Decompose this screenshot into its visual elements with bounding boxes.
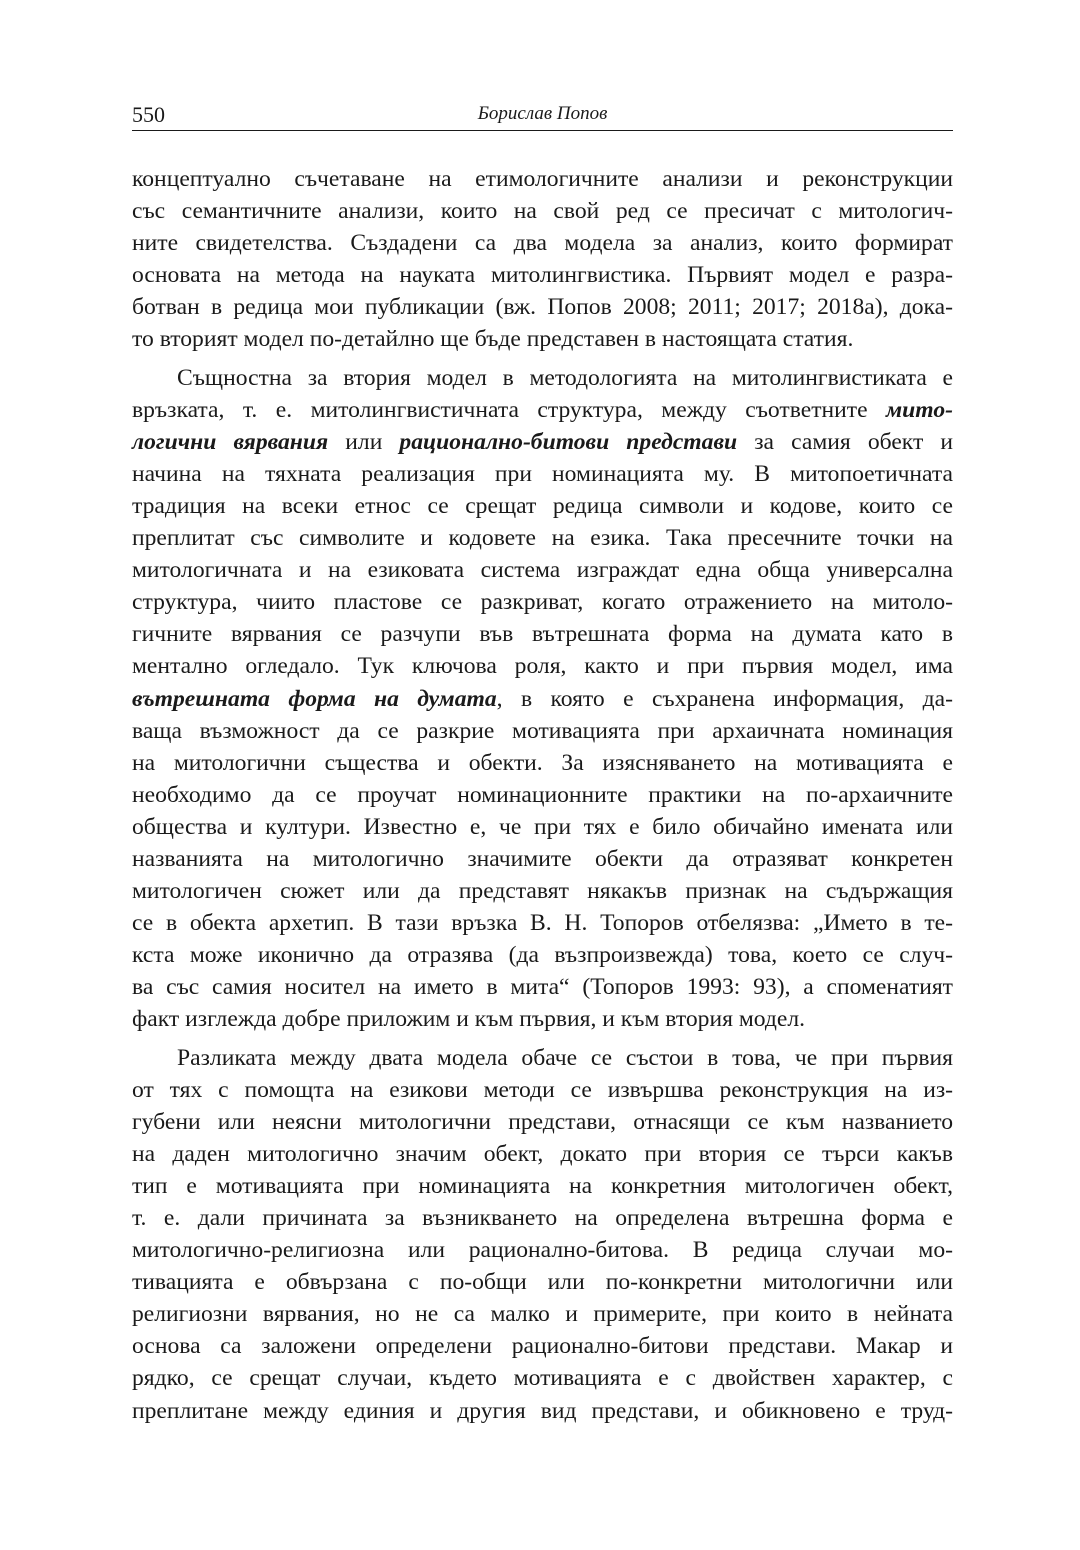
text-line (132, 1003, 953, 1035)
text-segment: митологично-религиозна или рационално-битова. В редица случаи мо- (132, 1237, 953, 1264)
text-segment: Същностна за втория модел в методологията на митолингвистиката е (177, 364, 953, 391)
text-segment: т. е. дали причината за възникването на определена вътрешна форма е (132, 1205, 953, 1231)
text-segment: или (328, 428, 400, 455)
text-line (132, 323, 953, 355)
text-segment: със семантичните анализи, които на свой ред се пресичат с митологич- (132, 198, 953, 225)
text-line (132, 811, 953, 843)
text-segment: основа са заложени определени рационално-битови представи. Макар и (132, 1333, 953, 1360)
text-line (132, 650, 953, 682)
text-segment: ва със самия носител на името в мита“ (Топоров 1993: 93), а споменатият (132, 974, 953, 1001)
text-line (132, 875, 953, 907)
text-segment: необходимо да се проучат номинационните практики на по-архаичните (132, 781, 953, 808)
text-segment: губени или неясни митологични представи, отнасящи се към названието (132, 1108, 953, 1135)
text-segment: на митологични същества и обекти. За изясняването на мотивацията е (132, 749, 953, 776)
text-segment: преплитане между единия и другия вид представи, и обикновено е труд- (132, 1397, 953, 1424)
text-line (132, 458, 953, 490)
text-line (132, 1106, 953, 1138)
text-line (132, 195, 953, 227)
text-line (132, 747, 953, 779)
text-segment: тип е мотивацията при номинацията на конкретния митологичен обект, (132, 1172, 953, 1199)
text-segment: тивацията е обвързана с по-общи или по-конкретни митологични или (132, 1269, 953, 1296)
text-segment: традиция на всеки етнос се срещат редица символи и кодове, които се (132, 492, 953, 519)
text-segment: ботван в редица мои публикации (вж. Попов 2008; 2011; 2017; 2018а), дока- (132, 294, 953, 321)
text-segment: ментално огледало. Тук ключова роля, както и при първия модел, има (132, 653, 953, 680)
text-segment: ните свидетелства. Създадени са два модела за анализ, които формират (132, 230, 953, 257)
text-segment: връзката, т. е. митолингвистичната структура, между съответните (132, 396, 887, 423)
text-line (132, 971, 953, 1003)
text-segment: структура, чиито пластове се разкриват, когато отражението на митоло- (132, 589, 953, 616)
text-line (132, 394, 953, 426)
text-line (132, 426, 953, 458)
text-line (132, 683, 953, 715)
text-line (132, 163, 953, 195)
text-segment: кста може иконично да отразява (да възпроизвежда) това, което се случ- (132, 942, 953, 969)
text-segment: ваща възможност да се разкрие мотивацията при архаичната номинация (132, 717, 953, 744)
text-line (132, 1395, 953, 1427)
text-line (132, 554, 953, 586)
text-segment: , в която е съхранена информация, да- (496, 685, 953, 712)
text-line (132, 1266, 953, 1298)
text-line (132, 1330, 953, 1362)
emphasized-term: логични вярвания (132, 428, 329, 455)
running-head-author: Борислав Попов (477, 103, 608, 124)
text-line (132, 362, 953, 394)
text-segment: митологичната и на езиковата система изграждат една обща универсална (132, 557, 953, 584)
text-line (132, 291, 953, 323)
text-line (132, 1170, 953, 1202)
text-line (132, 1362, 953, 1394)
page-header (132, 100, 953, 131)
text-segment: концептуално съчетаване на етимологичните анализи и реконструкции (132, 166, 953, 192)
paragraph (132, 163, 953, 356)
emphasized-term: вътрешната форма на думата (132, 685, 497, 712)
text-line (132, 586, 953, 618)
text-line (132, 1234, 953, 1266)
text-segment: то вторият модел по-детайлно ще бъде представен в настоящата статия. (132, 326, 854, 353)
text-segment: на даден митологично значим обект, докато при втория се търси какъв (132, 1140, 953, 1167)
text-segment: рядко, се срещат случаи, където мотивацията е с двойствен характер, с (132, 1365, 953, 1392)
text-line (132, 1298, 953, 1330)
text-line (132, 618, 953, 650)
text-line (132, 490, 953, 522)
paragraph (132, 1042, 953, 1427)
text-segment: гичните вярвания се разчупи във вътрешната форма на думата като в (132, 621, 953, 648)
text-line (132, 1202, 953, 1234)
text-line (132, 715, 953, 747)
text-segment: Разликата между двата модела обаче се състои в това, че при първия (177, 1044, 953, 1071)
text-line (132, 843, 953, 875)
text-line (132, 907, 953, 939)
text-line (132, 522, 953, 554)
text-segment: митологичен сюжет или да представят някакъв признак на съдържащия (132, 878, 953, 905)
text-segment: основата на метода на науката митолингвистика. Първият модел е разра- (132, 262, 953, 289)
text-line (132, 259, 953, 291)
text-segment: от тях с помощта на езикови методи се извършва реконструкция на из- (132, 1076, 953, 1103)
text-segment: факт изглежда добре приложим и към първия, и към втория модел. (132, 1006, 806, 1033)
text-line (132, 1074, 953, 1106)
text-line (132, 1138, 953, 1170)
text-segment: се в обекта архетип. В тази връзка В. Н. Топоров отбелязва: „Името в те- (132, 910, 953, 937)
text-line (132, 227, 953, 259)
text-line (132, 779, 953, 811)
text-segment: религиозни вярвания, но не са малко и примерите, при които в нейната (132, 1301, 953, 1328)
emphasized-term: мито- (886, 396, 953, 423)
emphasized-term: рационално-битови представи (399, 428, 738, 455)
paragraph (132, 362, 953, 1036)
text-segment: начина на тяхната реализация при номинацията му. В митопоетичната (132, 460, 953, 487)
text-segment: за самия обект и (737, 428, 953, 455)
text-segment: названията на митологично значимите обекти да отразяват конкретен (132, 845, 953, 872)
text-line (132, 939, 953, 971)
page-number: 550 (132, 102, 165, 127)
text-segment: преплитат със символите и кодовете на езика. Така пресечните точки на (132, 525, 953, 552)
text-segment: общества и култури. Известно е, че при тях е било обичайно имената или (132, 813, 953, 840)
body-text (132, 163, 953, 1427)
text-line (132, 1042, 953, 1074)
